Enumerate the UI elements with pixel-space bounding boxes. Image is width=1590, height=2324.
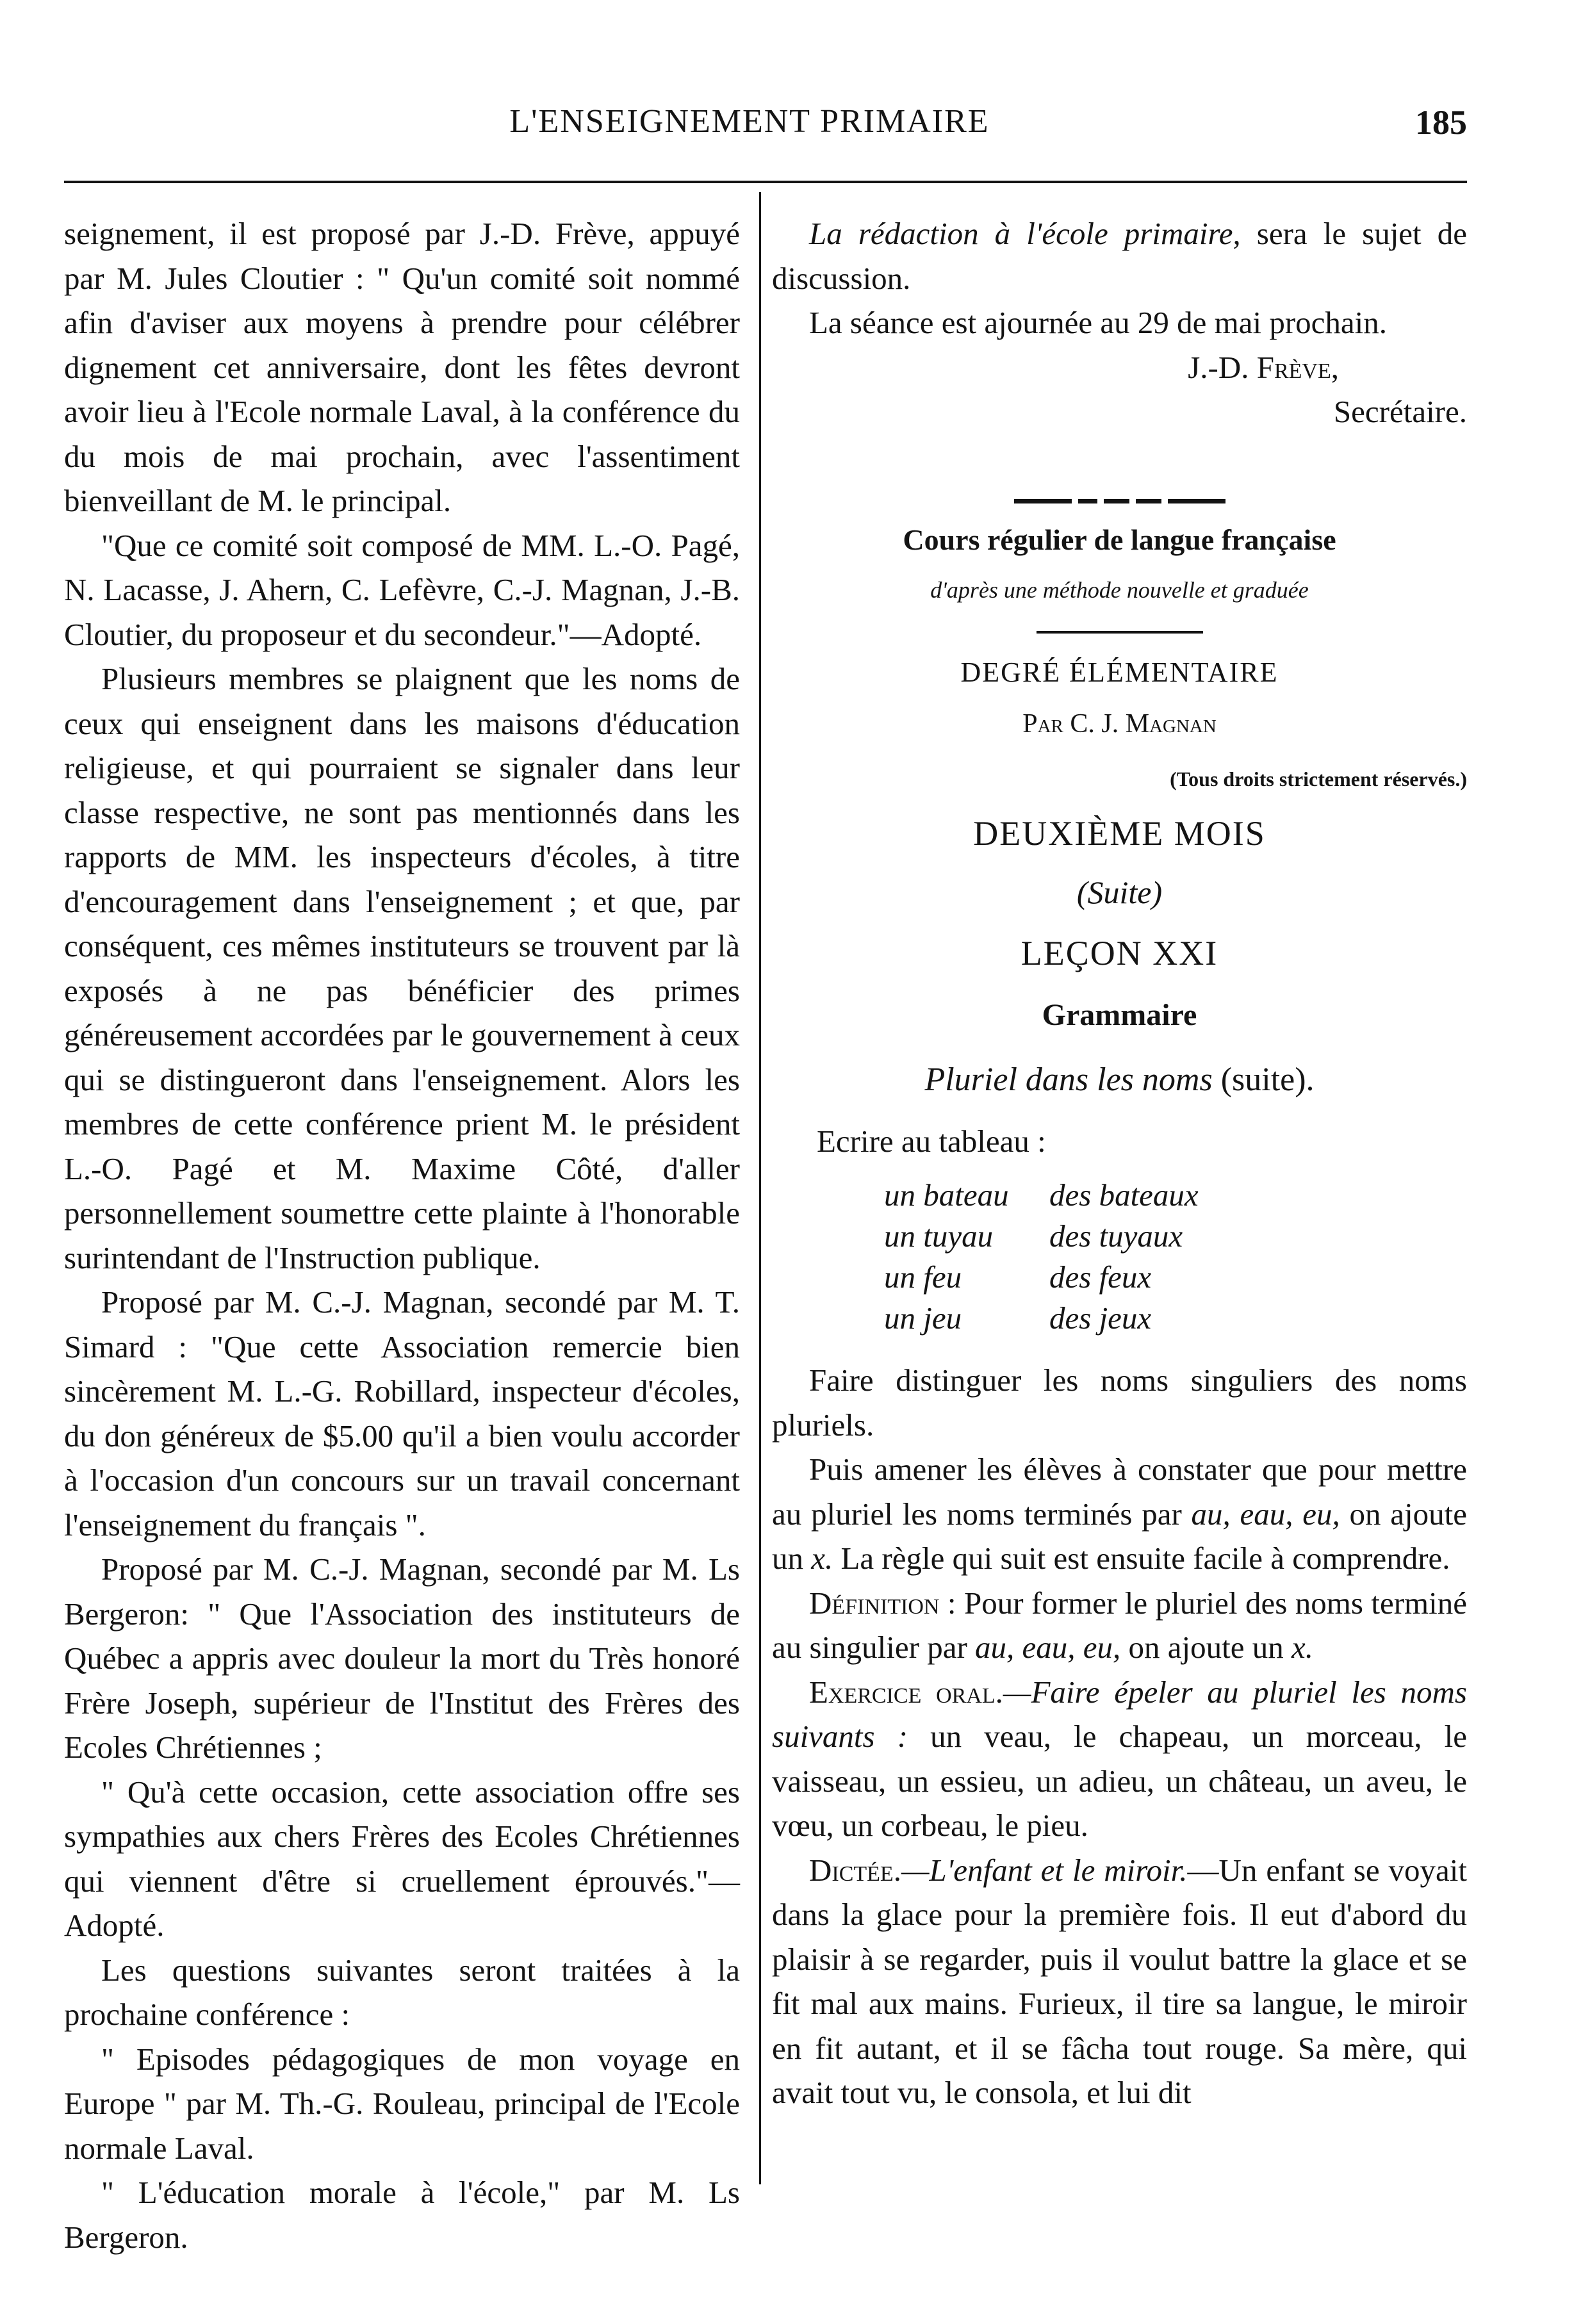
signature-name: J.-D. Frève,: [1188, 349, 1339, 385]
ornament-divider: [772, 476, 1467, 482]
plural-word: des tuyaux: [1049, 1218, 1183, 1254]
singular-word: un jeu: [884, 1300, 962, 1336]
plural-row: [772, 1257, 1467, 1298]
plural-word: des feux: [1049, 1259, 1152, 1295]
paragraph: " Qu'à cette occasion, cette association offre ses sympathies aux chers Frères des Ecoles Chrétiennes qui viennent d'être si cruellement éprouvés."—Adopté.: [64, 1774, 740, 1943]
italic-text: La rédaction à l'école primaire,: [809, 216, 1241, 251]
paragraph: La séance est ajournée au 29 de mai prochain.: [809, 305, 1388, 340]
paragraph: Proposé par M. C.-J. Magnan, secondé par M. T. Simard : "Que cette Association remercie bien sincèrement M. L.-G. Robillard, inspecteur d'écoles, du don généreux de $5.00 qu'il a bien voulu accorder à l'occasion d'un concours sur un travail concernant l'enseignement du français ".: [64, 1284, 740, 1543]
month-heading: DEUXIÈME MOIS: [973, 814, 1266, 853]
paragraph: Les questions suivantes seront traitées à la prochaine conférence :: [64, 1952, 740, 2032]
course-subtitle: d'après une méthode nouvelle et graduée: [930, 577, 1309, 603]
header-rule: [64, 181, 1467, 183]
author-line: Par C. J. Magnan: [1022, 709, 1217, 739]
page-number: 185: [1415, 103, 1467, 142]
course-title: Cours régulier de langue française: [903, 523, 1336, 556]
topic-heading: Pluriel dans les noms (suite).: [924, 1061, 1315, 1098]
dictation-paragraph: Dictée.—L'enfant et le miroir.—Un enfant se voyait dans la glace pour la première fois. Il eut d'abord du plaisir à se regarder, puis il voulut battre la glace et se fit mal aux mains. Furieux, il tire sa langue, le miroir en fit autant, et il se fâcha tout rouge. Sa mère, qui avait tout vu, le consola, et lui dit: [772, 1852, 1467, 2110]
paragraph: " Episodes pédagogiques de mon voyage en Europe " par M. Th.-G. Rouleau, principal de l'Ecole normale Laval.: [64, 2041, 740, 2166]
paragraph: " L'éducation morale à l'école," par M. Ls Bergeron.: [64, 2175, 740, 2255]
column-divider: [759, 192, 761, 2184]
paragraph: La rédaction à l'école primaire, sera le sujet de discussion.: [772, 216, 1467, 296]
rights-notice: (Tous droits strictement réservés.): [1170, 767, 1467, 790]
suite-label: (Suite): [1076, 874, 1163, 910]
short-rule: [1037, 631, 1203, 634]
section-heading: Grammaire: [1042, 997, 1197, 1032]
paragraph: Proposé par M. C.-J. Magnan, secondé par M. Ls Bergeron: " Que l'Association des instituteurs de Québec a appris avec douleur la mort du Très honoré Frère Joseph, supérieur de l'Institut des Frères des Ecoles Chrétiennes ;: [64, 1551, 740, 1765]
paragraph: Puis amener les élèves à constater que pour mettre au pluriel les noms terminés par au, eau, eu, on ajoute un x. La règle qui suit est ensuite facile à comprendre.: [772, 1452, 1468, 1576]
paragraph: "Que ce comité soit composé de MM. L.-O. Pagé, N. Lacasse, J. Ahern, C. Lefèvre, C.-J. Magnan, J.-B. Cloutier, du proposeur et du secondeur."—Adopté.: [64, 527, 740, 652]
degree-heading: DEGRÉ ÉLÉMENTAIRE: [960, 656, 1279, 688]
exercise-paragraph: Exercice oral.—Faire épeler au pluriel les noms suivants : un veau, le chapeau, un morceau, le vaisseau, un essieu, un adieu, un château, un aveu, le vœu, un corbeau, le pieu.: [772, 1674, 1467, 1843]
plural-word: des jeux: [1049, 1300, 1152, 1336]
left-column: [64, 211, 740, 2259]
signature-title: Secrétaire.: [1333, 394, 1467, 429]
write-instruction: Ecrire au tableau :: [817, 1123, 1046, 1159]
plural-word: des bateaux: [1049, 1177, 1199, 1213]
definition-paragraph: Définition : Pour former le pluriel des noms terminé au singulier par au, eau, eu, on ajoute un x.: [772, 1585, 1467, 1665]
paragraph: Plusieurs membres se plaignent que les noms de ceux qui enseignent dans les maisons d'éducation religieuse, et qui pourraient se signaler dans leur classe respective, ne sont pas mentionnés dans les rapports de MM. les inspecteurs d'écoles, à titre d'encouragement dans l'enseignement ; et que, par conséquent, ces mêmes instituteurs se trouvent par là exposés à ne pas bénéficier des primes généreusement accordées par le gouvernement à ceux qui se distingueront dans l'enseignement. Alors les membres de cette conférence prient M. le président L.-O. Pagé et M. Maxime Côté, d'aller personnellement soumettre cette plainte à l'honorable surintendant de l'Instruction publique.: [64, 661, 740, 1275]
running-header-title: L'ENSEIGNEMENT PRIMAIRE: [509, 103, 990, 140]
singular-word: un feu: [884, 1259, 962, 1295]
plural-row: [772, 1298, 1467, 1339]
plural-table: [772, 1175, 1467, 1339]
singular-word: un bateau: [884, 1177, 1009, 1213]
singular-word: un tuyau: [884, 1218, 994, 1254]
plural-row: [772, 1175, 1467, 1216]
plural-row: [772, 1216, 1467, 1257]
lesson-heading: LEÇON XXI: [1020, 934, 1218, 972]
paragraph: seignement, il est proposé par J.-D. Frève, appuyé par M. Jules Cloutier : " Qu'un comité soit nommé afin d'aviser aux moyens à prendre pour célébrer dignement cet anniversaire, dont les fêtes devront avoir lieu à l'Ecole normale Laval, à la conférence du du mois de mai prochain, avec l'assentiment bienveillant de M. le principal.: [64, 216, 740, 518]
paragraph: Faire distinguer les noms singuliers des noms pluriels.: [772, 1362, 1467, 1443]
right-column: [772, 211, 1467, 2115]
